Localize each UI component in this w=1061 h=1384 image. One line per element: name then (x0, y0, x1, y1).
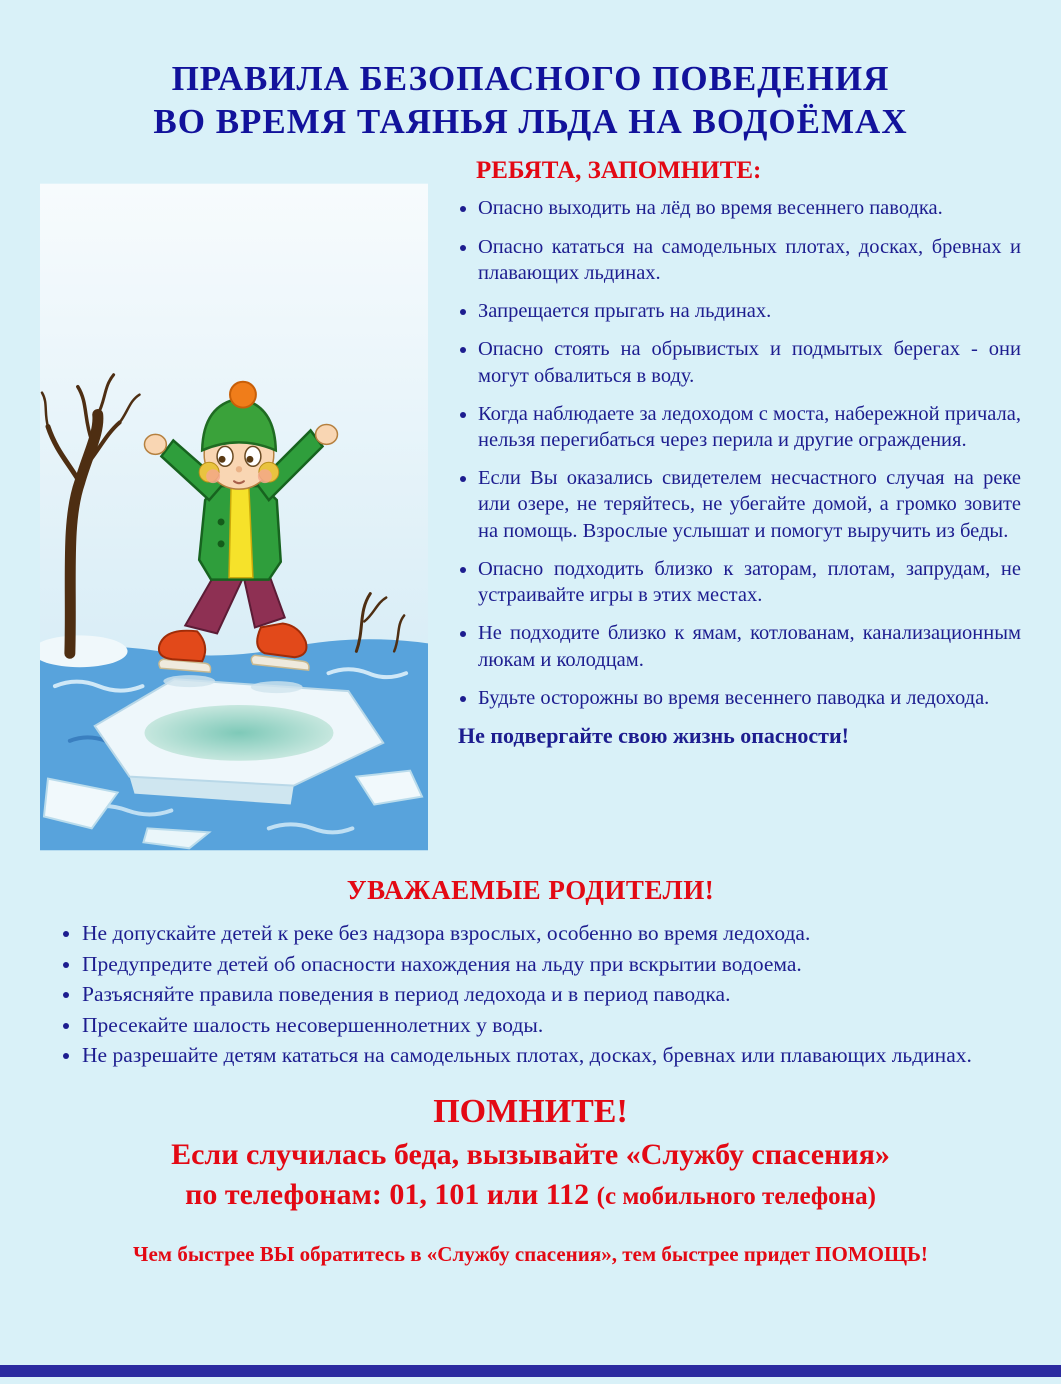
kids-rule-item: • Если Вы оказались свидетелем несчастного случая на реке или озере, не теряйтесь, не убегайте домой, а громко зовите на помощь. Взрослые услышат и помогут выручить из беды. (478, 465, 1021, 544)
illustration-container (40, 183, 428, 851)
child-yellow-shirt (229, 489, 253, 579)
hat-pompom (230, 382, 256, 408)
kids-rule-item: • Опасно кататься на самодельных плотах, досках, бревнах и плавающих льдинах. (478, 234, 1021, 286)
parents-rule-item: • Не допускайте детей к реке без надзора взрослых, особенно во время ледохода. (82, 918, 1016, 949)
page-title-line2: ВО ВРЕМЯ ТАЯНЬЯ ЛЬДА НА ВОДОЁМАХ (153, 101, 908, 141)
child-on-ice-illustration (40, 183, 428, 851)
page-title (0, 58, 1061, 143)
main-content-row (0, 143, 1061, 851)
kids-rule-item: • Опасно выходить на лёд во время весеннего паводка. (478, 195, 1021, 221)
bottom-decorative-bar (0, 1365, 1061, 1377)
parents-heading: УВАЖАЕМЫЕ РОДИТЕЛИ! (346, 875, 715, 906)
parents-rule-item: • Предупредите детей об опасности нахождения на льду при вскрытии водоема. (82, 949, 1016, 980)
kids-rule-item: • Запрещается прыгать на льдинах. (478, 298, 1021, 324)
kids-rule-item: • Когда наблюдаете за ледоходом с моста, набережной причала, нельзя перегибаться через перила и другие ограждения. (478, 401, 1021, 453)
page-title-line1: ПРАВИЛА БЕЗОПАСНОГО ПОВЕДЕНИЯ (171, 59, 890, 98)
remember-line2-main: по телефонам: 01, 101 или 112 (185, 1178, 597, 1212)
parents-rules-list (58, 918, 1016, 1071)
remember-heading: ПОМНИТЕ! (433, 1092, 628, 1130)
remember-line1: Если случилась беда, вызывайте «Службу спасения» (171, 1137, 890, 1171)
child-right-hand (316, 425, 338, 445)
remember-line2 (0, 1175, 1061, 1216)
child-left-boot (159, 631, 205, 662)
child-left-hand (144, 435, 166, 455)
melted-ice-patch (144, 705, 333, 761)
kids-rule-item: • Опасно подходить близко к заторам, плотам, запрудам, не устраивайте игры в этих местах. (478, 556, 1021, 608)
parents-rule-item: • Пресекайте шалость несовершеннолетних у воды. (82, 1010, 1016, 1041)
rules-column (448, 153, 1021, 749)
remember-line2-small: (с мобильного телефона) (596, 1183, 876, 1211)
kids-closing-line: Не подвергайте свою жизнь опасности! (458, 723, 849, 749)
kids-rules-list (448, 195, 1021, 711)
kids-rule-item: • Будьте осторожны во время весеннего паводка и ледохода. (478, 685, 1021, 711)
kids-rule-item: • Опасно стоять на обрывистых и подмытых берегах - они могут обвалиться в воду. (478, 336, 1021, 388)
footer-line: Чем быстрее ВЫ обратитесь в «Службу спасения», тем быстрее придет ПОМОЩЬ! (133, 1241, 928, 1266)
kids-heading: РЕБЯТА, ЗАПОМНИТЕ: (476, 157, 762, 185)
parents-rule-item: • Разъясняйте правила поведения в период ледохода и в период паводка. (82, 979, 1016, 1010)
kids-rule-item: • Не подходите близко к ямам, котлованам, канализационным люкам и колодцам. (478, 620, 1021, 672)
parents-rule-item: • Не разрешайте детям кататься на самодельных плотах, досках, бревнах или плавающих льдинах. (82, 1040, 1016, 1071)
